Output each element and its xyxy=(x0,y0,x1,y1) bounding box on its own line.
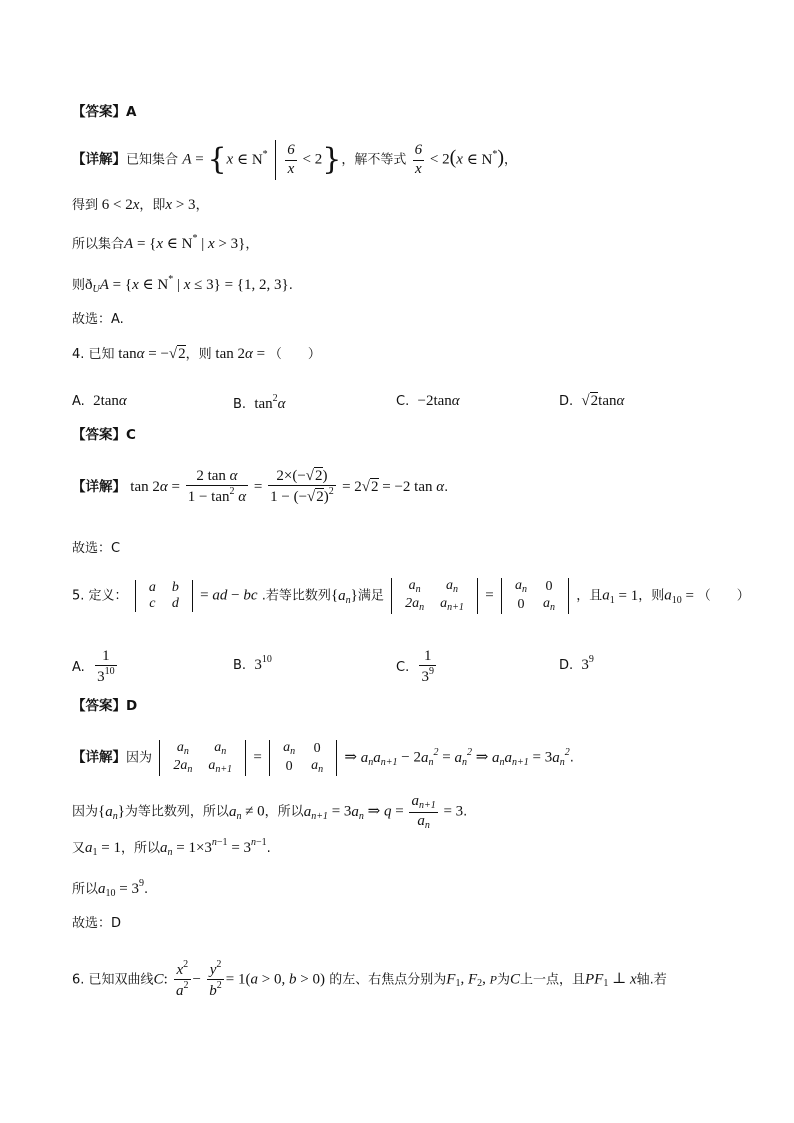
question-4: 4. 已知 tanα = −√2，则 tan 2α = （ ） xyxy=(72,346,321,362)
detail-line-a10: 所以$a_{10} = 3^9$. xyxy=(72,878,149,899)
selection-3: 故选：D xyxy=(72,916,122,931)
detail-line-3: 所以集合A = {x ∈ N* | x > 3}， xyxy=(72,233,259,252)
q4-option-b: B. $\tan^2\alpha$ xyxy=(233,393,286,412)
q4-option-a: A. 2tanα xyxy=(72,393,127,409)
question-5: 5. 定义： a b c d = ad − bc .若等比数列$\{a_n\}$满足 $a_n$ $a_n$ $2a_n$ $a_{n+1}$ = $a_n$ 0 0 $a_n$ ，且$a_1 = 1$，则$a_{10}$ = （ ） xyxy=(72,578,750,613)
q5-option-c: C. $\frac{1}{3^9}$ xyxy=(396,648,434,686)
detail-line-a1: 又$a_1 = 1$，所以$a_n = 1\times 3^{n-1} = 3^{n-1}$. xyxy=(72,837,271,858)
detail-label: 【详解】 xyxy=(72,151,126,168)
detail-line-4: 则$ð_UA = \{x$ ∈ N* | x ≤ 3} = {1, 2, 3}. xyxy=(72,274,293,295)
detail-line-set-a: 【详解】已知集合 A = {x ∈ N* $\frac{6}{x}$ < 2}，解不等式 $\frac{6}{x}$ < 2(x ∈ N*)， xyxy=(72,140,517,180)
q4-option-c: C. −2tanα xyxy=(396,393,460,409)
detail-line-2: 得到 6 < 2x，即x > 3， xyxy=(72,197,209,213)
answer-label: 【答案】A xyxy=(72,104,137,120)
answer-label-3: 【答案】D xyxy=(72,698,138,714)
detail-matrix: 【详解】因为 $a_n$ $a_n$ $2a_n$ $a_{n+1}$ = $a_n$ 0 0 $a_n$ ⇒ $a_na_{n+1} - 2a_n^2 = a_n^2$ ⇒ $a_na_{n+1} = 3a_n^2$. xyxy=(72,740,574,775)
detail-tan2a: 【详解】 tan 2α = $\frac{\text{2 tan α}}{1 - \tan^2 \alpha}$ = $\frac{2\times(-√2)}{1 - (-√2)^2}$ = 2√2 = −2 tan α. xyxy=(72,468,449,506)
q5-option-d: D. $3^9$ xyxy=(559,654,594,673)
question-6: 6. 已知双曲线C: $\frac{x^2}{a^2}$ − $\frac{y^2}{b^2}$ = 1(a > 0, b > 0) 的左、右焦点分别为$F_1$, $F_2$, P为C上一点，且$PF_1$ ⊥ x轴.若 xyxy=(72,959,667,1000)
selection-2: 故选：C xyxy=(72,541,121,556)
q4-option-d: D. √2tanα xyxy=(559,393,625,409)
answer-label-2: 【答案】C xyxy=(72,427,136,443)
detail-line-geom: 因为$\{a_n\}$为等比数列，所以$a_n \ne 0$，所以$a_{n+1} = 3a_n$ ⇒ q = $\frac{a_{n+1}}{a_n}$ = 3. xyxy=(72,793,468,831)
selection-1: 故选：A. xyxy=(72,312,124,327)
q5-option-a: A. $\frac{1}{3^{10}}$ xyxy=(72,648,115,686)
q5-option-b: B. $3^{10}$ xyxy=(233,654,272,673)
